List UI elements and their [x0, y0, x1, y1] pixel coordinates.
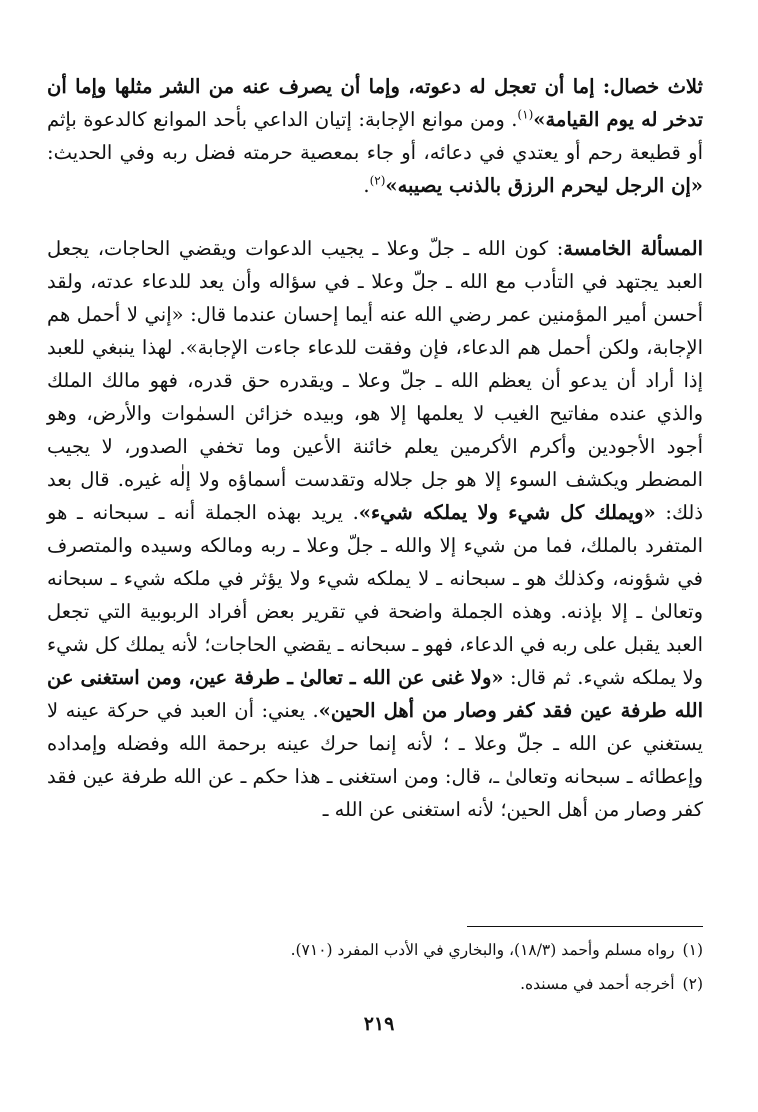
paragraph-2-body-3: . يعني: أن العبد في حركة عينه لا يستغني عن الله ـ جلّ وعلا ـ ؛ لأنه إنما حرك عينه برحمة الله وفضله وإمداده وإعطائه ـ سبحانه وتعالىٰ ـ، قال: ومن استغنى ـ هذا حكم ـ عن الله طرفة عين فقد كفر وصار من أهل الحين؛ لأنه استغنى عن الله ـ: [47, 699, 703, 821]
footnote-1: [103, 933, 703, 967]
section-heading: المسألة الخامسة: [563, 237, 703, 260]
paragraph-1-end: .: [363, 174, 370, 197]
bold-quote-1: «ويملك كل شيء ولا يملكه شيء»: [358, 501, 656, 524]
footnote-2: [103, 967, 703, 1001]
hadith-quote-2: «إن الرجل ليحرم الرزق بالذنب يصيبه»: [385, 174, 703, 197]
paragraph-1-body: . ومن موانع الإجابة: إتيان الداعي بأحد الموانع كالدعوة بإثم أو قطيعة رحم أو يعتدي في دعائه، أو جاء بمعصية حرمته فضل ربه وفي الحديث:: [47, 108, 703, 164]
paragraph-1: [47, 70, 703, 202]
hadith-quote-1: ثلاث خصال: إما أن تعجل له دعوته، وإما أن يصرف عنه من الشر مثلها وإما أن تدخر له يوم القيامة»: [47, 75, 704, 131]
footnotes: [103, 933, 703, 1001]
bold-quote-2: «ولا غنى عن الله ـ تعالىٰ ـ طرفة عين، ومن استغنى عن الله طرفة عين فقد كفر وصار من أهل الحين»: [47, 666, 703, 722]
footnote-ref-2: (٢): [369, 173, 386, 188]
paragraph-2-text: [47, 232, 703, 826]
footnote-separator: [467, 926, 703, 927]
footnote-ref-1: (١): [517, 107, 534, 122]
paragraph-2: [47, 232, 703, 826]
footnote-1-text: رواه مسلم وأحمد (١٨/٣)، والبخاري في الأدب المفرد (٧١٠).: [290, 941, 675, 959]
footnote-1-number: (١): [682, 941, 703, 959]
page-number: ٢١٩: [363, 1013, 395, 1035]
paragraph-2-body-1: : كون الله ـ جلّ وعلا ـ يجيب الدعوات ويقضي الحاجات، يجعل العبد يجتهد في التأدب مع الله ـ جلّ وعلا ـ في سؤاله وأن يعد للدعاء عدته، ولقد أحسن أمير المؤمنين عمر رضي الله عنه أيما إحسان عندما قال: «إني لا أحمل هم الإجابة، ولكن أحمل هم الدعاء، فإن وفقت للدعاء جاءت الإجابة». لهذا ينبغي للعبد إذا أراد أن يدعو أن يعظم الله ـ جلّ وعلا ـ ويقدره حق قدره، فهو مالك الملك والذي عنده مفاتيح الغيب لا يعلمها إلا هو، وبيده خزائن السمٰوات والأرض، وهو أجود الأجودين وأكرم الأكرمين يعلم خائنة الأعين وما تخفي الصدور، لا يجيب المضطر ويكشف السوء إلا هو جل جلاله وتقدست أسماؤه ولا إلٰه غيره. قال بعد ذلك:: [47, 237, 704, 524]
paragraph-2-body-2: . يريد بهذه الجملة أنه ـ سبحانه ـ هو المتفرد بالملك، فما من شيء إلا والله ـ جلّ وعلا ـ ربه ومالكه وسيده والمتصرف في شؤونه، وكذلك هو ـ سبحانه ـ لا يملكه شيء ولا يؤثر في ملكه شيء ـ سبحانه وتعالىٰ ـ إلا بإذنه. وهذه الجملة واضحة في تقرير بعض أفراد الربوبية التي تجعل العبد يقبل على ربه في الدعاء، فهو ـ سبحانه ـ يقضي الحاجات؛ لأنه يملك كل شيء ولا يملكه شيء. ثم قال:: [47, 501, 703, 689]
paragraph-1-text: [47, 70, 703, 202]
footnote-2-text: أخرجه أحمد في مسنده.: [520, 975, 675, 993]
footnote-2-number: (٢): [682, 975, 703, 993]
